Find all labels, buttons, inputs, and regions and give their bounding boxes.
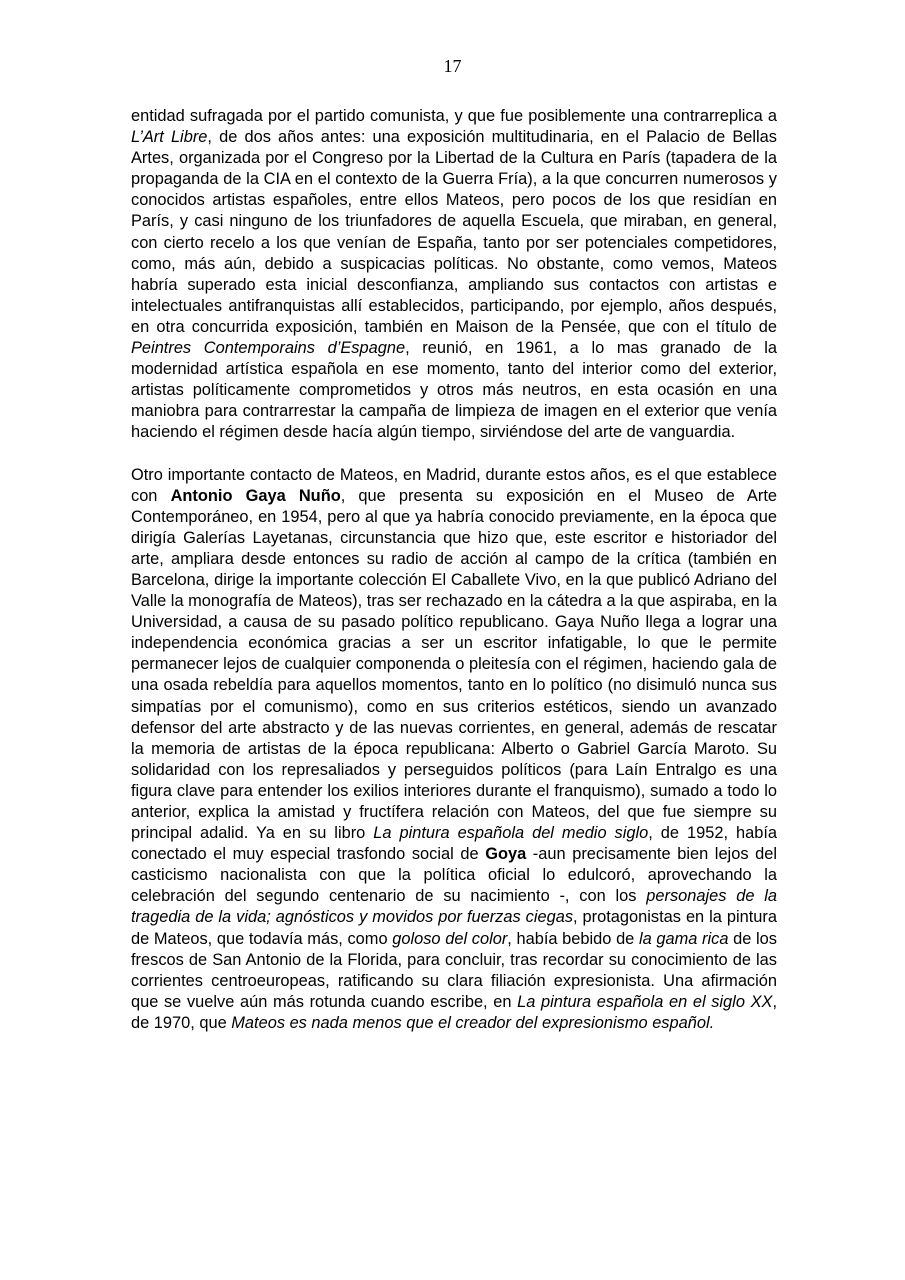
text-run: , protagonistas en la pintura de Mateos, que todavía más, como bbox=[131, 908, 777, 948]
italic-title: Peintres Contemporains d’Espagne bbox=[131, 339, 406, 358]
paragraph-2 bbox=[131, 465, 777, 1035]
italic-quote: goloso del color bbox=[392, 929, 508, 948]
text-run: de los frescos de San Antonio de la Florida, para concluir, tras recordar su conocimiento de las corrientes centroeuropeas, ratificando su clara filiación expresionista. Una afirmación que se vuelve aún más rotunda cuando escribe, en bbox=[131, 929, 777, 1011]
italic-title: La pintura española del medio siglo bbox=[373, 824, 649, 843]
text-run: , que presenta su exposición en el Museo de Arte Contemporáneo, en 1954, pero al que ya habría conocido previamente, en la época que dirigía Galerías Layetanas, circunstancia que hizo que, este escritor e historiador del arte, ampliara desde entonces su radio de acción al campo de la crítica (también en Barcelona, dirige la importante colección El Caballete Vivo, en la que publicó Adriano del Valle la monografía de Mateos), tras ser rechazado en la cátedra a la que aspiraba, en la Universidad, a causa de su pasado político republicano. Gaya Nuño llega a lograr una independencia económica gracias a ser un escritor infatigable, lo que le permite permanecer lejos de cualquier componenda o pleitesía con el régimen, haciendo gala de una osada rebeldía para aquellos momentos, tanto en lo político (no disimuló nunca sus simpatías por el comunismo), como en sus criterios estéticos, siendo un avanzado defensor del arte abstracto y de las nuevas corrientes, en general, además de rescatar la memoria de artistas de la época republicana: Alberto o Gabriel García Maroto. Su solidaridad con los represaliados y perseguidos políticos (para Laín Entralgo es una figura clave para entender los exilios interiores durante el franquismo), sumado a todo lo anterior, explica la amistad y fructífera relación con Mateos, del que fue siempre su principal adalid. Ya en su libro bbox=[131, 486, 777, 843]
text-run: , de 1952, había conectado el muy especial trasfondo social de bbox=[131, 824, 778, 864]
text-run: Otro importante contacto de Mateos, en Madrid, durante estos años, es el que establece con bbox=[131, 465, 777, 505]
italic-quote: Mateos es nada menos que el creador del expresionismo español. bbox=[231, 1013, 715, 1032]
text-run: entidad sufragada por el partido comunista, y que fue posiblemente una contrarreplica a bbox=[131, 107, 777, 125]
text-run: , reunió, en 1961, a lo mas granado de la modernidad artística española en ese momento, tanto del interior como del exterior, artistas políticamente comprometidos y otros más neutros, en esta ocasión en una maniobra para contrarrestar la campaña de limpieza de imagen en el exterior que venía haciendo el régimen desde hacía algún tiempo, sirviéndose del arte de vanguardia. bbox=[131, 339, 777, 442]
italic-title: L’Art Libre bbox=[131, 128, 208, 147]
bold-name: Goya bbox=[485, 845, 527, 864]
text-run: -aun precisamente bien lejos del casticismo nacionalista con que la política oficial lo edulcoró, aprovechando la celebración del segundo centenario de su nacimiento -, con los bbox=[131, 845, 777, 906]
italic-title: La pintura española en el siglo XX bbox=[517, 992, 773, 1011]
page-number: 17 bbox=[443, 56, 462, 76]
text-run: , había bebido de bbox=[507, 929, 639, 948]
document-body bbox=[131, 106, 777, 1034]
text-run: , de 1970, que bbox=[131, 992, 778, 1032]
italic-quote: la gama rica bbox=[638, 929, 729, 948]
text-run: , de dos años antes: una exposición multitudinaria, en el Palacio de Bellas Artes, organizada por el Congreso por la Libertad de la Cultura en París (tapadera de la propaganda de la CIA en el contexto de la Guerra Fría), a la que concurren numerosos y conocidos artistas españoles, entre ellos Mateos, pero pocos de los que residían en París, y casi ninguno de los triunfadores de aquella Escuela, que miraban, en general, con cierto recelo a los que venían de España, tanto por ser potenciales competidores, como, más aún, debido a suspicacias políticas. No obstante, como vemos, Mateos habría superado esta inicial desconfianza, ampliando sus contactos con artistas e intelectuales antifranquistas allí establecidos, participando, por ejemplo, años después, en otra concurrida exposición, también en Maison de la Pensée, que con el título de bbox=[131, 128, 777, 336]
italic-quote: personajes de la tragedia de la vida; agnósticos y movidos por fuerzas ciegas bbox=[131, 887, 778, 927]
paragraph-1 bbox=[131, 106, 777, 444]
bold-name: Antonio Gaya Nuño bbox=[170, 486, 341, 505]
